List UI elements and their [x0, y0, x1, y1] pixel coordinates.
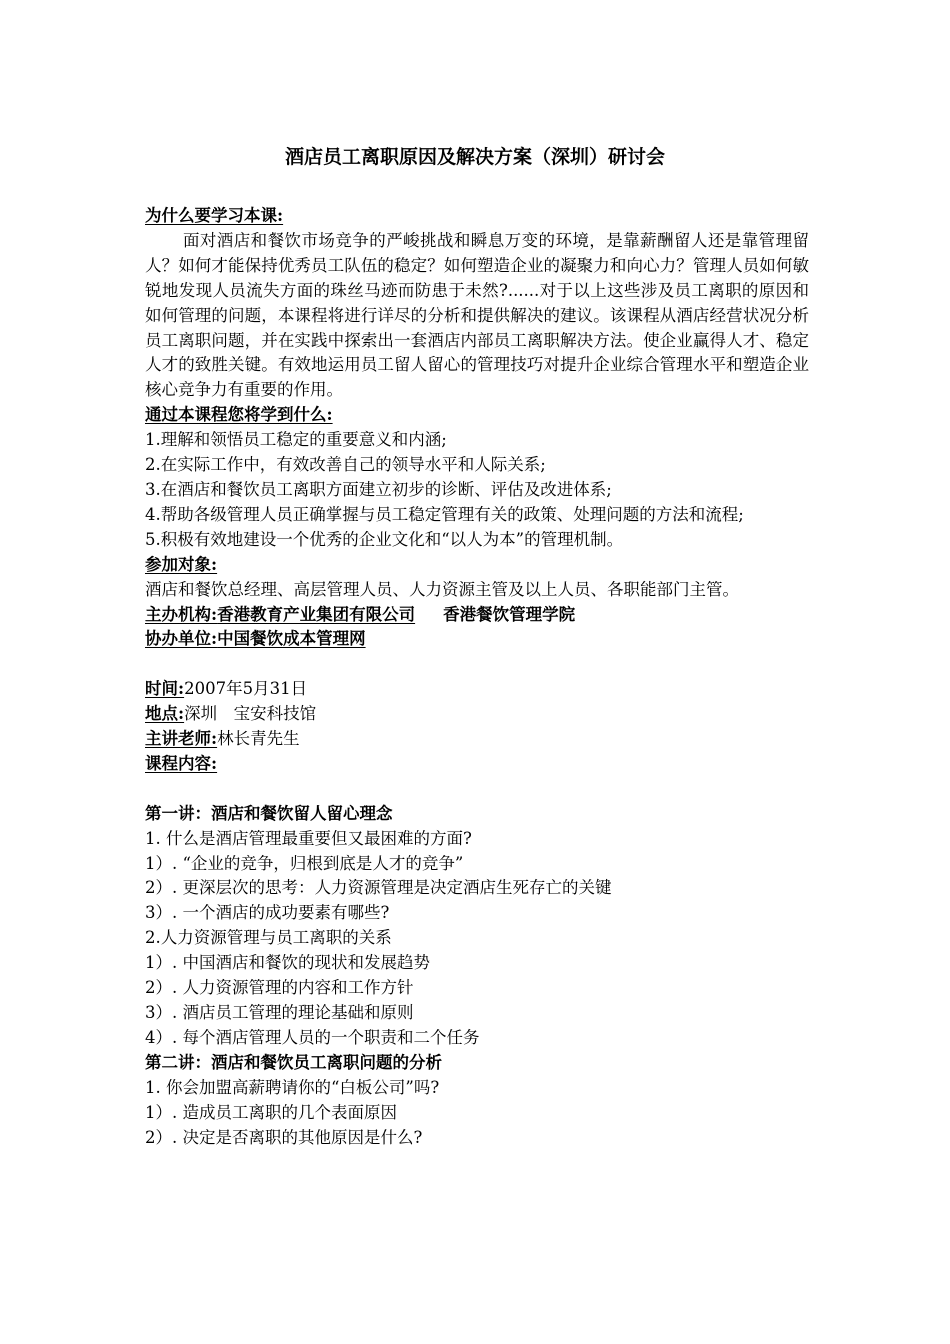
audience-text: 酒店和餐饮总经理、高层管理人员、人力资源主管及以上人员、各职能部门主管。	[145, 579, 739, 599]
lecture-line: 2.人力资源管理与员工离职的关系	[145, 928, 392, 948]
lecture-line: 3）. 一个酒店的成功要素有哪些?	[145, 903, 390, 923]
place-line	[145, 702, 809, 727]
lecture-line: 1）. 造成员工离职的几个表面原因	[145, 1102, 397, 1122]
lecture-line: 1. 什么是酒店管理最重要但又最困难的方面?	[145, 828, 472, 848]
lecture-line: 2）. 人力资源管理的内容和工作方针	[145, 978, 414, 998]
lecture-line: 4）. 每个酒店管理人员的一个职责和二个任务	[145, 1027, 480, 1047]
place-value: 深圳 宝安科技馆	[184, 704, 317, 724]
organizer-label: 主办机构:	[145, 604, 218, 624]
content-heading: 课程内容:	[145, 753, 218, 773]
document-title: 酒店员工离职原因及解决方案（深圳）研讨会	[284, 146, 665, 168]
lecture-line: 1）. 中国酒店和餐饮的现状和发展趋势	[145, 953, 430, 973]
place-label: 地点:	[145, 704, 185, 724]
organizer-line	[145, 603, 809, 628]
why-paragraph: 面对酒店和餐饮市场竞争的严峻挑战和瞬息万变的环境，是靠薪酬留人还是靠管理留人？如何才能保持优秀员工队伍的稳定？如何塑造企业的凝聚力和向心力？管理人员如何敏锐地发现人员流失方面的珠丝马迹而防患于未然?......对于以上这些涉及员工离职的原因和如何管理的问题，本课程将进行详尽的分析和提供解决的建议。该课程从酒店经营状况分析员工离职问题，并在实践中探索出一套酒店内部员工离职解决方法。使企业赢得人才、稳定人才的致胜关键。有效地运用员工留人留心的管理技巧对提升企业综合管理水平和塑造企业核心竞争力有重要的作用。	[145, 230, 809, 400]
learn-item: 4.帮助各级管理人员正确掌握与员工稳定管理有关的政策、处理问题的方法和流程;	[145, 504, 744, 524]
learn-item: 1.理解和领悟员工稳定的重要意义和内涵;	[145, 430, 447, 450]
co-organizer-line	[145, 627, 809, 652]
lecture-line: 1. 你会加盟高薪聘请你的“白板公司”吗?	[145, 1077, 440, 1097]
lecture-line: 2）. 更深层次的思考：人力资源管理是决定酒店生死存亡的关键	[145, 878, 612, 898]
lecture-line: 3）. 酒店员工管理的理论基础和原则	[145, 1002, 414, 1022]
learn-item: 2.在实际工作中，有效改善自己的领导水平和人际关系;	[145, 455, 546, 475]
lecture-line: 2）. 决定是否离职的其他原因是什么?	[145, 1127, 423, 1147]
organizer-org1: 香港教育产业集团有限公司	[217, 604, 416, 624]
lecture-line: 1）. “企业的竞争，归根到底是人才的竞争”	[145, 853, 464, 873]
organizer-org2: 香港餐饮管理学院	[443, 604, 576, 624]
section-heading-why: 为什么要学习本课:	[145, 206, 284, 225]
time-label: 时间:	[145, 679, 185, 699]
section-heading-learn: 通过本课程您将学到什么:	[145, 405, 333, 425]
co-organizer-label: 协办单位:	[145, 629, 218, 649]
teacher-line	[145, 727, 809, 752]
co-organizer-org: 中国餐饮成本管理网	[217, 629, 366, 649]
lecture-title: 第二讲：酒店和餐饮员工离职问题的分析	[145, 1052, 442, 1072]
teacher-value: 林长青先生	[217, 729, 300, 749]
time-value: 2007年5月31日	[184, 679, 308, 699]
lecture-title: 第一讲：酒店和餐饮留人留心理念	[145, 803, 393, 823]
time-line	[145, 677, 809, 702]
section-heading-audience: 参加对象:	[145, 554, 218, 574]
learn-item: 5.积极有效地建设一个优秀的企业文化和“以人为本”的管理机制。	[145, 529, 624, 549]
document-body	[145, 204, 809, 1150]
learn-item: 3.在酒店和餐饮员工离职方面建立初步的诊断、评估及改进体系;	[145, 479, 612, 499]
teacher-label: 主讲老师:	[145, 729, 218, 749]
